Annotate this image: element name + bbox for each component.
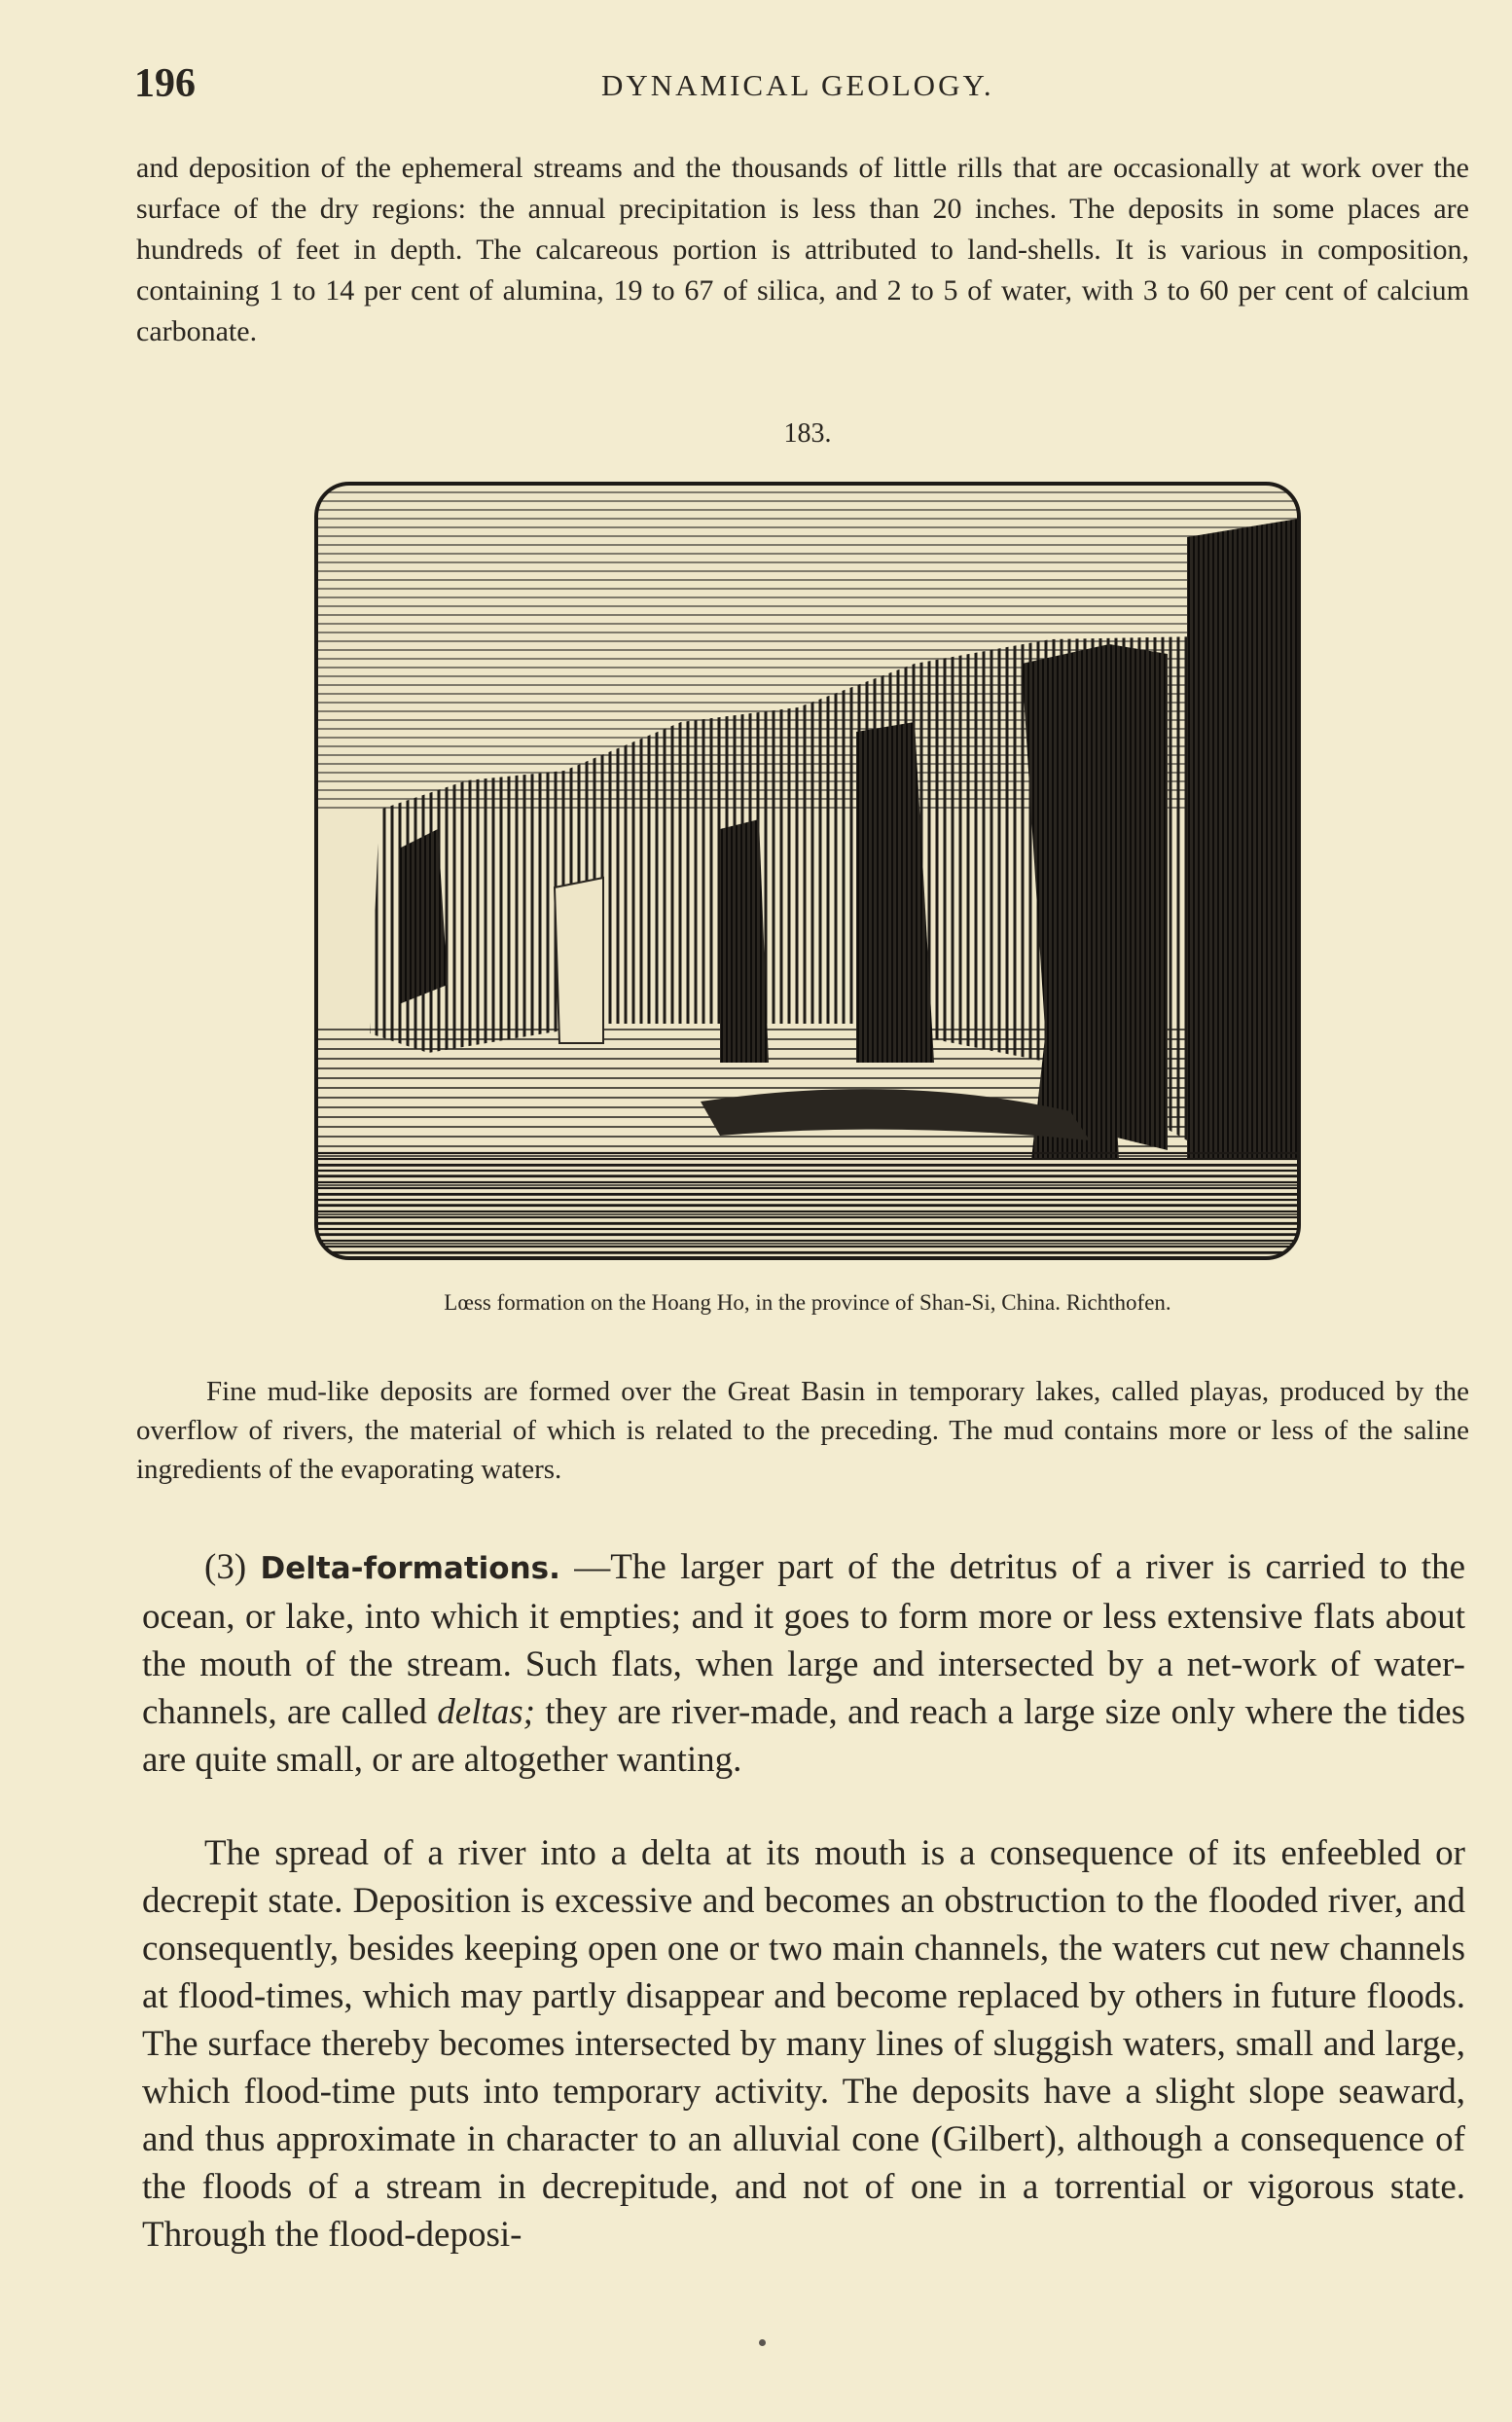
paragraph-loess-composition: and deposition of the ephemeral streams and the thousands of little rills that are occasionally at work over the surface of the dry regions: the annual precipitation is less than 20 inches. The deposits in some places are hundreds of feet in depth. The calcareous portion is attributed to land-shells. It is various in composition, containing 1 to 14 per cent of alumina, 19 to 67 of silica, and 2 to 5 of water, with 3 to 60 per cent of calcium carbonate.: [136, 152, 1469, 347]
italic-term-deltas: deltas;: [437, 1692, 535, 1732]
page-mark: [759, 2339, 766, 2346]
running-head: DYNAMICAL GEOLOGY.: [601, 68, 994, 102]
loess-cliffs-engraving: [311, 479, 1304, 1263]
paragraph-playas: Fine mud-like deposits are formed over the Great Basin in temporary lakes, called playas, produced by the overflow of rivers, the material of which is related to the preceding. The mud contains more or less of the saline ingredients of the evaporating waters.: [136, 1376, 1469, 1485]
figure-caption: Lœss formation on the Hoang Ho, in the province of Shan-Si, China. Richthofen.: [444, 1290, 1171, 1315]
page-number: 196: [134, 61, 196, 106]
paragraph-delta-formations: [142, 1543, 1465, 1784]
section-heading: Delta-formations.: [260, 1551, 560, 1586]
figure-number: 183.: [783, 418, 832, 449]
section-text-1: —The larger part of the detritus of a river is carried to the ocean, or lake, into which it empties; and it goes to form more or less extensive flats about the mouth of the stream. Such flats, when large and intersected by a net-work of water-channels, are called: [142, 1547, 1465, 1732]
section-text-2: they are river-made, and reach a large size only where the tides are quite small, or are altogether wanting.: [142, 1692, 1465, 1780]
section-number: (3): [204, 1547, 247, 1587]
paragraph-delta-spread: The spread of a river into a delta at its mouth is a consequence of its enfeebled or decrepit state. Deposition is excessive and becomes an obstruction to the flooded river, and consequently, besides keeping open one or two main channels, the waters cut new channels at flood-times, which may partly disappear and become replaced by others in future floods. The surface thereby becomes intersected by many lines of sluggish waters, small and large, which flood-time puts into temporary activity. The deposits have a slight slope seaward, and thus approximate in character to an alluvial cone (Gilbert), although a consequence of the floods of a stream in decrepitude, and not of one in a torrential or vigorous state. Through the flood-deposi-: [142, 1833, 1465, 2255]
page-header: [134, 60, 1477, 119]
